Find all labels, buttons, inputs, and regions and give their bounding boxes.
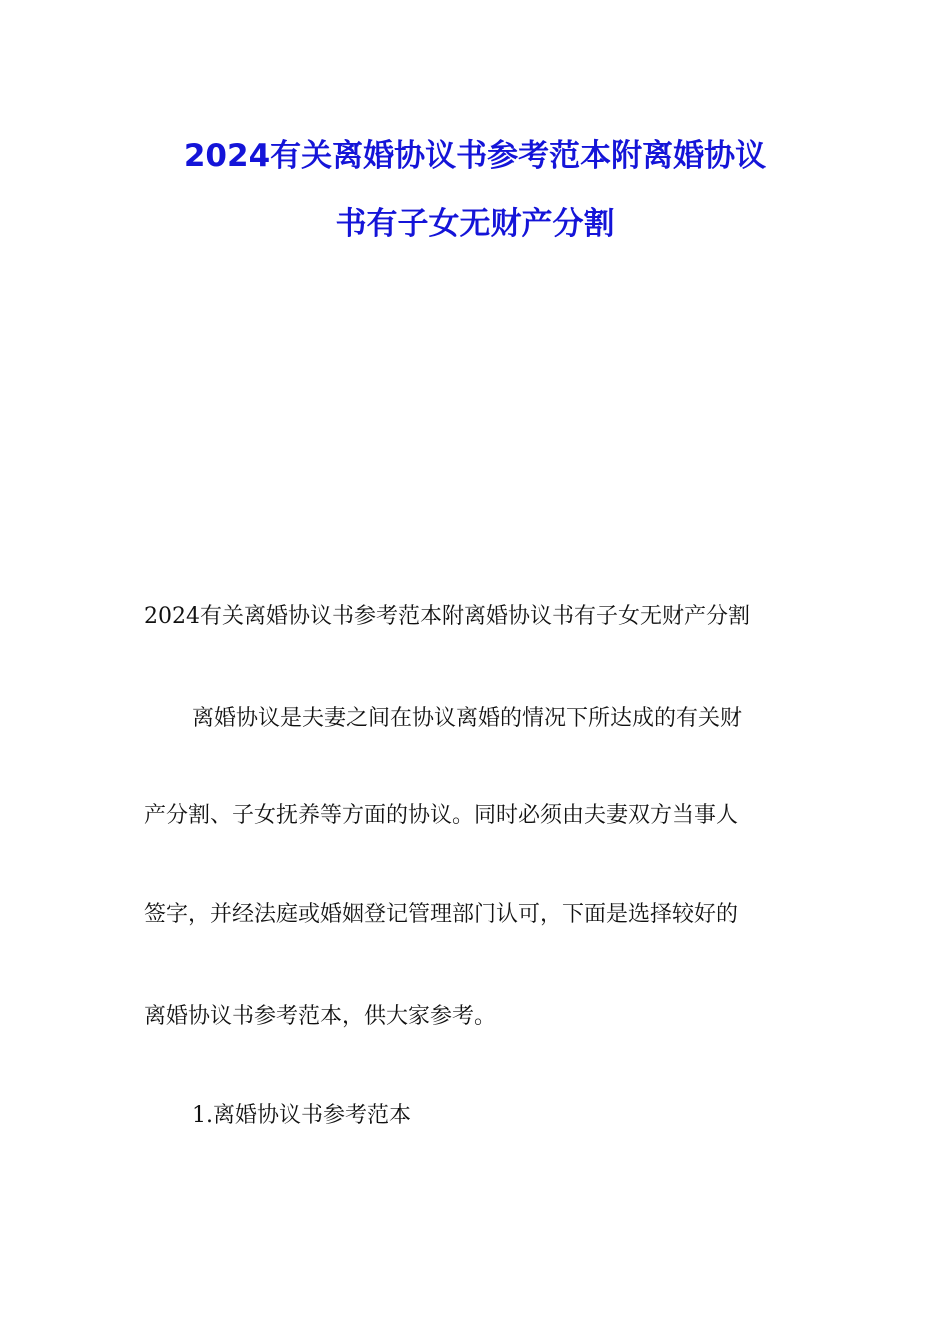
paragraph-line-2: 产分割、子女抚养等方面的协议。同时必须由夫妻双方当事人: [144, 803, 739, 828]
document-title-line-2: 书有子女无财产分割: [335, 206, 615, 242]
paragraph-line-1: 离婚协议是夫妻之间在协议离婚的情况下所达成的有关财: [192, 706, 743, 731]
paragraph-line-3: 签字，并经法庭或婚姻登记管理部门认可，下面是选择较好的: [144, 902, 739, 927]
section-heading: 1.离婚协议书参考范本: [192, 1103, 411, 1128]
paragraph-line-4: 离婚协议书参考范本，供大家参考。: [144, 1004, 497, 1029]
document-subtitle: 2024有关离婚协议书参考范本附离婚协议书有子女无财产分割: [144, 604, 750, 629]
document-title-line-1: 2024有关离婚协议书参考范本附离婚协议: [183, 138, 767, 174]
